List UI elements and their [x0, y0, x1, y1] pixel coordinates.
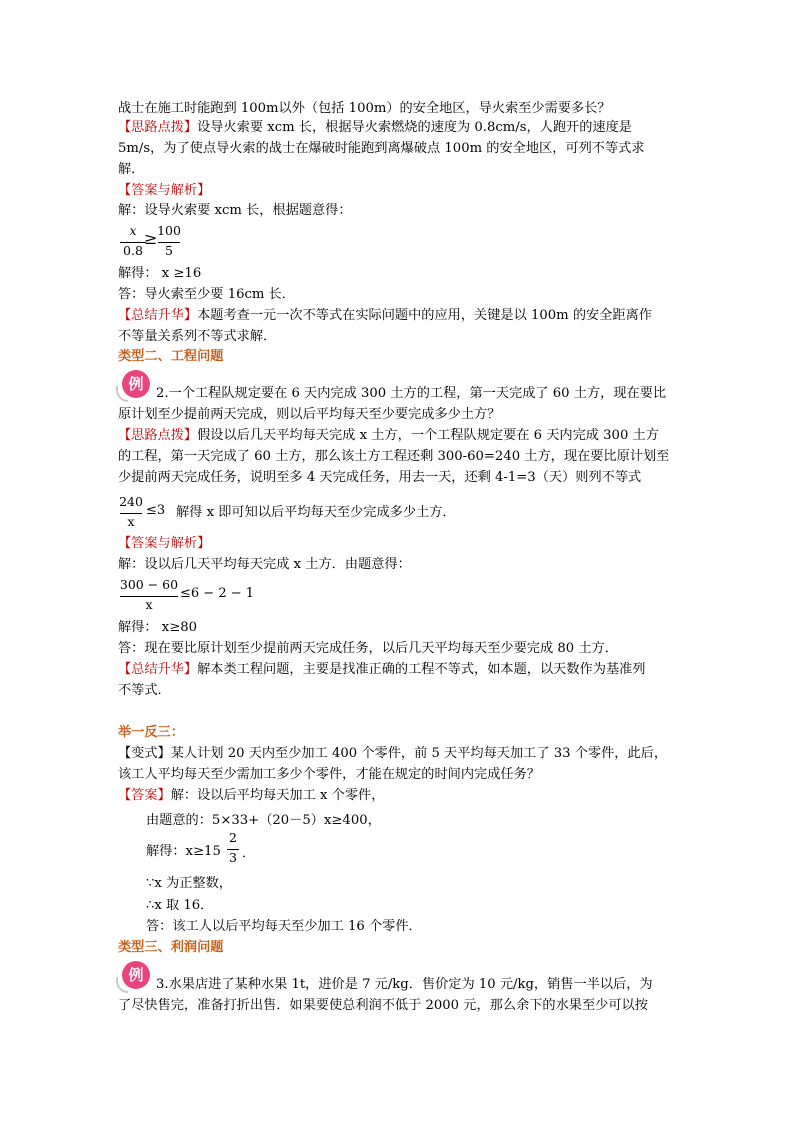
problem2-hint-line3: 少提前两天完成任务，说明至多 4 天完成任务，用去一天，还剩 4-1=3（天）则列不等式 — [118, 470, 642, 485]
problem1-summary-line2: 不等量关系列不等式求解． — [118, 329, 277, 344]
inequality-rest: ≤6 − 2 − 1 — [180, 586, 255, 601]
variant-answer-line3: 解得：x≥15 — [146, 844, 221, 859]
fraction-2-over-3: 2 3 — [226, 830, 240, 868]
problem2-hint-line1 — [118, 426, 680, 445]
problem2-answer: 答：现在要比原计划至少提前两天完成任务，以后几天平均每天至少要完成 80 土方． — [118, 641, 618, 656]
problem1-answer: 答：导火索至少要 16cm 长． — [118, 287, 295, 302]
example-badge-icon: 例 — [122, 961, 150, 989]
problem3-question-line1: 3.水果店进了某种水果 1t，进价是 7 元/kg．售价定为 10 元/kg，销售一半以后，为 — [156, 977, 653, 992]
fraction-240-over-x: 240 x — [119, 494, 143, 529]
problem1-hint-line2: 5m/s，为了使点导火索的战士在爆破时能跑到离爆破点 100m 的安全地区，可列不等式求 — [118, 141, 645, 156]
problem1-answer-tag: 【答案与解析】 — [118, 183, 211, 198]
variant-answer-line1 — [118, 786, 680, 805]
variant-answer-line5: ∴x 取 16． — [146, 898, 214, 913]
hint-text: 设导火索要 xcm 长，根据导火索燃烧的速度为 0.8cm/s，人跑开的速度是 — [197, 120, 632, 135]
section-heading-type3: 类型三、利润问题 — [118, 940, 224, 955]
fraction-x-over-0.8: x 0.8 — [118, 223, 148, 261]
problem1-hint-line3: 解． — [118, 162, 145, 177]
inequality-rest: ≤3 — [146, 503, 166, 518]
problem1-solved: 解得： x ≥16 — [118, 266, 202, 281]
practice-heading: 举一反三： — [118, 725, 184, 740]
hint-tag: 【思路点拨】 — [118, 120, 198, 135]
problem2-hint-line4: 解得 x 即可知以后平均每天至少完成多少土方． — [176, 505, 456, 520]
problem1-summary-line1 — [118, 306, 680, 325]
variant-line2: 该工人平均每天至少需加工多少个零件，才能在规定的时间内完成任务？ — [118, 767, 540, 782]
variant-text: 某人计划 20 天内至少加工 400 个零件，前 5 天平均每天加工了 33 个零件，此后， — [170, 746, 668, 761]
problem2-summary-line2: 不等式． — [118, 683, 171, 698]
problem2-answer-tag: 【答案与解析】 — [118, 536, 211, 551]
problem2-solved: 解得： x≥80 — [118, 620, 198, 635]
hint-text: 假设以后几天平均每天完成 x 土方，一个工程队规定要在 6 天内完成 300 土方 — [197, 428, 659, 443]
problem2-question-line1: 2.一个工程队规定要在 6 天内完成 300 土方的工程，第一天完成了 60 土方，现在要比 — [156, 386, 667, 401]
problem2-summary-line1 — [118, 660, 680, 679]
example-badge-icon: 例 — [122, 370, 150, 398]
problem1-solution: 解：设导火索要 xcm 长，根据题意得： — [118, 203, 352, 218]
variant-answer-line6: 答：该工人以后平均每天至少加工 16 个零件． — [146, 919, 422, 934]
problem1-question-tail: 战士在施工时能跑到 100m以外（包括 100m）的安全地区，导火索至少需要多长？ — [118, 101, 611, 116]
summary-text: 本题考查一元一次不等式在实际问题中的应用，关键是以 100m 的安全距离作 — [197, 308, 652, 323]
section-heading-type2: 类型二、工程问题 — [118, 349, 224, 364]
inequality-sign: ≥ — [144, 229, 158, 248]
answer-tag: 【答案】 — [118, 788, 171, 803]
problem1-hint-line1 — [118, 118, 680, 137]
problem2-question-line2: 原计划至少提前两天完成，则以后平均每天至少要完成多少土方？ — [118, 407, 501, 422]
variant-answer-line4: ∵x 为正整数， — [146, 876, 232, 891]
summary-tag: 【总结升华】 — [118, 662, 198, 677]
variant-line1 — [118, 744, 680, 763]
fraction-300-60-over-x: 300 − 60 x — [119, 577, 179, 612]
problem2-solution: 解：设以后几天平均每天完成 x 土方．由题意得： — [118, 557, 411, 572]
problem3-question-line2: 了尽快售完，准备打折出售．如果要使总利润不低于 2000 元，那么余下的水果至少可以按 — [118, 998, 648, 1013]
summary-text: 解本类工程问题，主要是找准正确的工程不等式，如本题，以天数作为基准列 — [197, 662, 646, 677]
variant-answer-line2: 由题意的：5×33+（20－5）x≥400， — [146, 813, 381, 828]
problem2-hint-line2: 的工程，第一天完成了 60 土方，那么该土方工程还剩 300-60=240 土方，现在要比原计划至 — [118, 449, 670, 464]
fraction-100-over-5: 100 5 — [157, 223, 181, 258]
document-page: 战士在施工时能跑到 100m以外（包括 100m）的安全地区，导火索至少需要多长？ 【思路点拨】设导火索要 xcm 长，根据导火索燃烧的速度为 0.8cm/s，人跑开的速度是 5m/s，为了使点导火索的战士在爆破时能跑到离爆破点 100m 的安全地区，可列不等式求 解． 【答案与解析】 解：设导火索要 xcm 长，根据题意得： x 0.8 ≥ 100 5 解得： x ≥16 答：导火索至少要 16cm 长． 【总结升华】本题考查一元一次不等式在实际问题中的应用，关键是以 100m 的安全距离作 不等量关系列不等式求解． 类型二、工程问题 例 2.一个工程队规定要在 6 天内完成 300 土方的工程，第一天完成了 60 土方，现在要比 原计划至少提前两天完成，则以后平均每天至少要完成多少土方？ 【思路点拨】假设以后几天平均每天完成 x 土方，一个工程队规定要在 6 天内完成 300 土方 的工程，第一天完成了 60 土方，那么该土方工程还剩 300-60=240 土方，现在要比原计划至 少提前两天完成任务，说明至多 4 天完成任务，用去一天，还剩 4-1=3（天）则列不等式 240 x ≤3 解得 x 即可知以后平均每天至少完成多少土方． 【答案与解析】 解：设以后几天平均每天完成 x 土方．由题意得： 300 − 60 x ≤6 − 2 − 1 解得： x≥80 答：现在要比原计划至少提前两天完成任务，以后几天平均每天至少要完成 80 土方． 【总结升华】解本类工程问题，主要是找准正确的工程不等式，如本题，以天数作为基准列 不等式． 举一反三： 【变式】某人计划 20 天内至少加工 400 个零件，前 5 天平均每天加工了 33 个零件，此后， 该工人平均每天至少需加工多少个零件，才能在规定的时间内完成任务？ 【答案】解：设以后平均每天加工 x 个零件， 由题意的：5×33+（20－5）x≥400， 解得：x≥15 2 3 ． ∵x 为正整数， ∴x 取 16． 答：该工人以后平均每天至少加工 16 个零件． 类型三、利润问题 例 3.水果店进了某种水果 1t，进价是 7 元/kg．售价定为 10 元/kg，销售一半以后，为 了尽快售完，准备打折出售．如果要使总利润不低于 2000 元，那么余下的水果至少可以按 — [0, 0, 794, 1123]
hint-tag: 【思路点拨】 — [118, 428, 198, 443]
variant-tag: 【变式】 — [118, 746, 171, 761]
answer-text: 解：设以后平均每天加工 x 个零件， — [170, 788, 385, 803]
summary-tag: 【总结升华】 — [118, 308, 198, 323]
